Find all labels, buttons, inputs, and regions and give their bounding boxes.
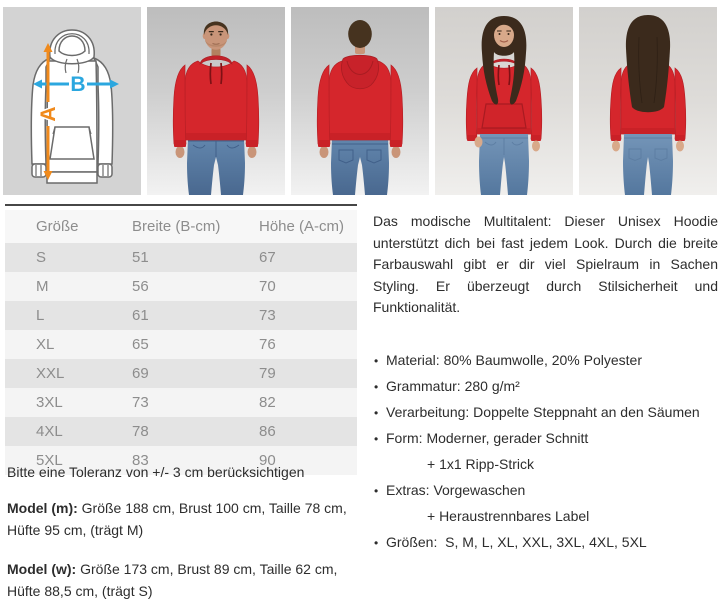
model-female-front-photo[interactable]	[435, 7, 573, 195]
spec-item-groessen	[373, 529, 718, 555]
size-row	[5, 330, 357, 359]
size-row	[5, 417, 357, 446]
size-cell: XL	[5, 330, 131, 359]
spec-item-material	[373, 347, 718, 373]
height-cell: 90	[258, 446, 357, 475]
height-cell: 82	[258, 388, 357, 417]
spec-item-form	[373, 425, 718, 477]
spec-text: Grammatur: 280 g/m²	[386, 378, 520, 394]
table-top-border	[5, 204, 357, 206]
size-table	[5, 210, 357, 475]
spec-item-extras	[373, 477, 718, 529]
female-front-illustration	[435, 7, 573, 195]
size-cell: L	[5, 301, 131, 330]
female-back-illustration	[579, 7, 717, 195]
width-cell: 78	[131, 417, 258, 446]
spec-item-grammatur	[373, 373, 718, 399]
spec-text: Verarbeitung: Doppelte Steppnaht an den Säumen	[386, 404, 700, 420]
model-male-front-photo[interactable]	[147, 7, 285, 195]
size-cell: 5XL	[5, 446, 131, 475]
size-cell: XXL	[5, 359, 131, 388]
size-row	[5, 388, 357, 417]
width-cell: 69	[131, 359, 258, 388]
size-row	[5, 272, 357, 301]
size-col-header: Größe	[5, 210, 131, 243]
product-image-gallery	[3, 7, 717, 195]
width-dimension-label: B	[70, 73, 86, 96]
hoodie-measure-diagram	[3, 7, 141, 195]
model-female-measurements	[7, 559, 361, 602]
model-male-text: Größe 188 cm, Brust 100 cm, Taille 78 cm, Hüfte 95 cm, (trägt M)	[7, 500, 347, 538]
height-cell: 76	[258, 330, 357, 359]
size-cell: 3XL	[5, 388, 131, 417]
model-female-back-photo[interactable]	[579, 7, 717, 195]
height-col-header: Höhe (A-cm)	[258, 210, 357, 243]
height-dimension-label: A	[37, 106, 60, 122]
size-cell: 4XL	[5, 417, 131, 446]
size-diagram-image[interactable]	[3, 7, 141, 195]
height-cell: 73	[258, 301, 357, 330]
spec-subtext: + 1x1 Ripp-Strick	[427, 456, 534, 472]
size-row	[5, 301, 357, 330]
width-cell: 61	[131, 301, 258, 330]
model-male-back-photo[interactable]	[291, 7, 429, 195]
model-male-label: Model (m):	[7, 500, 78, 516]
size-row	[5, 359, 357, 388]
height-cell: 67	[258, 243, 357, 272]
width-cell: 83	[131, 446, 258, 475]
size-cell: S	[5, 243, 131, 272]
male-back-illustration	[291, 7, 429, 195]
product-spec-list	[373, 347, 718, 555]
width-cell: 73	[131, 388, 258, 417]
model-female-label: Model (w):	[7, 561, 77, 577]
width-col-header: Breite (B-cm)	[131, 210, 258, 243]
spec-text: Extras: Vorgewaschen	[386, 482, 526, 498]
spec-text: Form: Moderner, gerader Schnitt	[386, 430, 589, 446]
height-cell: 70	[258, 272, 357, 301]
width-cell: 56	[131, 272, 258, 301]
tolerance-note: Bitte eine Toleranz von +/- 3 cm berücksichtigen	[7, 464, 305, 480]
product-intro-text: Das modische Multitalent: Dieser Unisex Hoodie unterstützt dich bei fast jedem Look. Durch die breite Farbauswahl gibt er dir viel Spielraum in Sachen Styling. Er überzeugt durch Stilsicherheit und Funktionalität.	[373, 213, 718, 315]
height-cell: 86	[258, 417, 357, 446]
size-cell: M	[5, 272, 131, 301]
size-row	[5, 243, 357, 272]
spec-item-verarbeitung	[373, 399, 718, 425]
model-female-text: Größe 173 cm, Brust 89 cm, Taille 62 cm, Hüfte 88,5 cm, (trägt S)	[7, 561, 338, 599]
model-male-measurements	[7, 498, 361, 541]
width-cell: 51	[131, 243, 258, 272]
male-front-illustration	[147, 7, 285, 195]
spec-subtext: + Heraustrennbares Label	[427, 508, 590, 524]
width-cell: 65	[131, 330, 258, 359]
spec-text: Größen: S, M, L, XL, XXL, 3XL, 4XL, 5XL	[386, 534, 647, 550]
spec-text: Material: 80% Baumwolle, 20% Polyester	[386, 352, 643, 368]
height-cell: 79	[258, 359, 357, 388]
size-table-header-row	[5, 210, 357, 243]
